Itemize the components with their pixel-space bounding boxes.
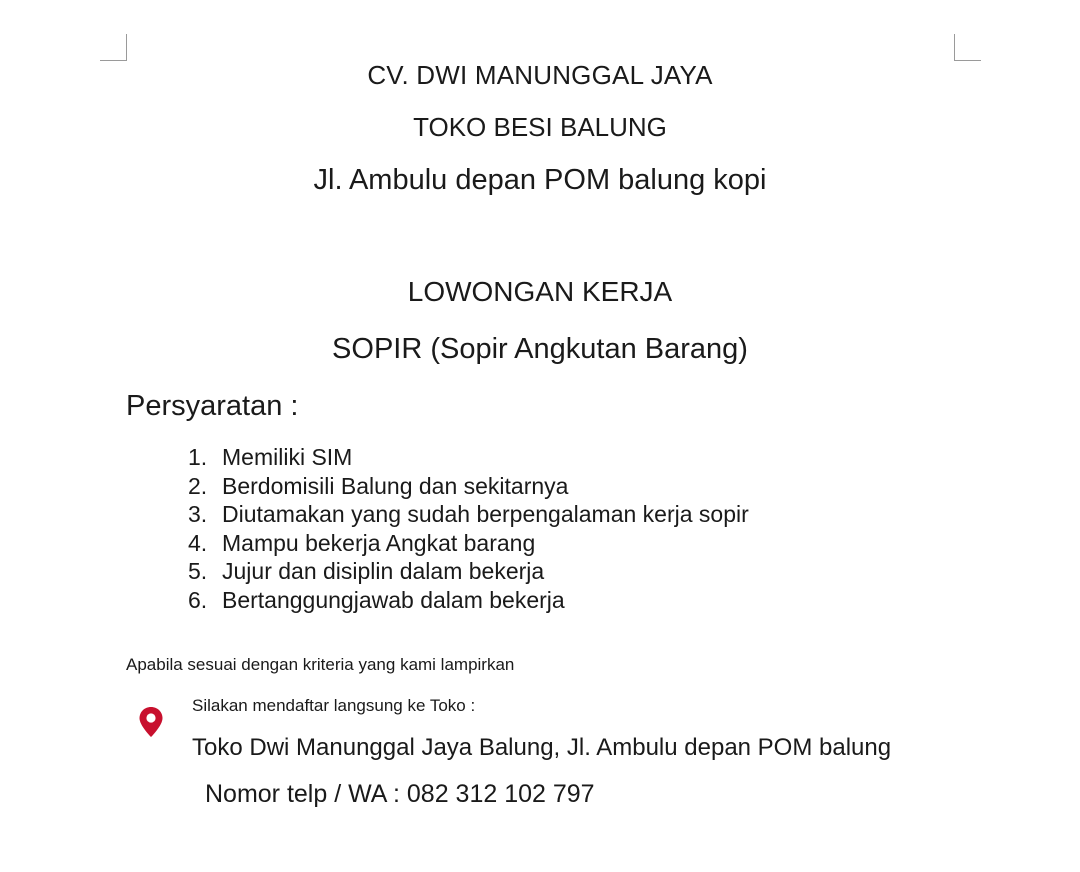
- vacancy-heading: LOWONGAN KERJA: [407, 276, 673, 307]
- store-name: TOKO BESI BALUNG: [413, 112, 667, 142]
- requirement-text: Mampu bekerja Angkat barang: [222, 529, 536, 556]
- requirement-number: 6.: [188, 586, 208, 613]
- store-address-header: Jl. Ambulu depan POM balung kopi: [313, 164, 767, 196]
- requirement-text: Diutamakan yang sudah berpengalaman kerja sopir: [222, 501, 749, 528]
- requirement-text: Memiliki SIM: [222, 444, 353, 470]
- requirement-number: 4.: [188, 529, 208, 556]
- requirement-number: 2.: [188, 472, 208, 499]
- contact-number: Nomor telp / WA : 082 312 102 797: [205, 780, 595, 808]
- page-corner-mark-left: [100, 34, 127, 61]
- store-address: Toko Dwi Manunggal Jaya Balung, Jl. Ambulu depan POM balung: [192, 734, 892, 761]
- requirement-number: 5.: [188, 558, 208, 585]
- requirement-item: [188, 586, 749, 615]
- register-note: Silakan mendaftar langsung ke Toko :: [192, 696, 476, 715]
- requirement-item: [188, 529, 749, 558]
- requirement-text: Jujur dan disiplin dalam bekerja: [222, 558, 545, 585]
- page-corner-mark-right: [954, 34, 981, 61]
- requirement-number: 3.: [188, 501, 208, 528]
- vacancy-position: SOPIR (Sopir Angkutan Barang): [332, 333, 748, 365]
- criteria-note: Apabila sesuai dengan kriteria yang kami lampirkan: [126, 655, 515, 674]
- location-pin-icon: [138, 706, 164, 738]
- requirement-item: [188, 472, 749, 501]
- company-name: CV. DWI MANUNGGAL JAYA: [367, 60, 713, 90]
- requirement-text: Berdomisili Balung dan sekitarnya: [222, 472, 569, 499]
- requirements-list: [188, 443, 749, 615]
- requirement-number: 1.: [188, 444, 208, 470]
- requirements-label: Persyaratan :: [126, 390, 299, 422]
- requirement-item: [188, 500, 749, 529]
- requirement-text: Bertanggungjawab dalam bekerja: [222, 586, 565, 613]
- requirement-item: [188, 557, 749, 586]
- requirement-item: [188, 443, 749, 472]
